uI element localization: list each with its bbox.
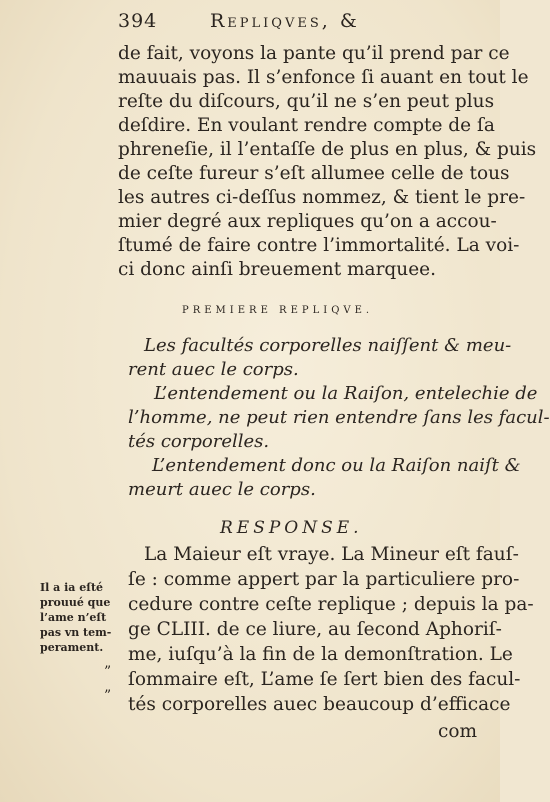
italic-line: tés corporelles.: [128, 431, 270, 452]
catchword: com: [438, 721, 478, 742]
response-heading: RESPONSE.: [220, 518, 363, 538]
text-line: deſdire. En voulant rendre compte de ſa: [118, 115, 495, 136]
text-line: tés corporelles auec beaucoup d’efficace: [128, 694, 511, 715]
margin-note-line: pas vn tem-: [40, 626, 112, 639]
margin-note-line: perament.: [40, 641, 104, 654]
italic-line: L’entendement donc ou la Raiſon naiſt &: [152, 455, 521, 476]
italic-line: rent auec le corps.: [128, 359, 299, 380]
margin-note-line: Il a ia eſté: [40, 581, 104, 594]
text-line: ci donc ainſi breuement marquee.: [118, 259, 436, 280]
text-line: ſtumé de faire contre l’immortalité. La voi-: [118, 235, 520, 256]
running-title: Repliqves, &: [210, 10, 360, 32]
text-line: cedure contre ceſte replique ; depuis la pa-: [128, 594, 534, 615]
text-line: reſte du diſcours, qu’il ne s’en peut plus: [118, 91, 495, 112]
text-line: ſe : comme appert par la particuliere pro-: [128, 569, 520, 590]
text-line: de ceſte fureur s’eſt allumee celle de tous: [118, 163, 510, 184]
quotation-mark: ”: [104, 688, 112, 704]
margin-note-line: prouué que: [40, 596, 111, 609]
italic-line: meurt auec le corps.: [128, 479, 316, 500]
text-line: ge CLIII. de ce liure, au ſecond Aphoriſ-: [128, 619, 502, 640]
italic-line: l’homme, ne peut rien entendre ſans les facul-: [128, 407, 550, 428]
page-number: 394: [118, 10, 158, 32]
text-line: La Maieur eſt vraye. La Mineur eſt fauſ-: [144, 544, 519, 565]
text-line: mier degré aux repliques qu’on a accou-: [118, 211, 497, 232]
text-line: me, iuſqu’à la fin de la demonſtration. Le: [128, 644, 513, 665]
quotation-mark: ”: [104, 664, 112, 680]
margin-note-line: l’ame n’eſt: [40, 611, 107, 624]
italic-line: L’entendement ou la Raiſon, entelechie de: [154, 383, 538, 404]
text-line: mauuais pas. Il s’enfonce ſi auant en tout le: [118, 67, 529, 88]
section-heading: PREMIERE REPLIQVE.: [182, 305, 374, 316]
text-line: les autres ci-deſſus nommez, & tient le pre-: [118, 187, 526, 208]
margin-note: [40, 580, 122, 655]
page-header: [118, 10, 418, 34]
text-line: phreneſie, il l’entaſſe de plus en plus, & puis: [118, 139, 537, 160]
italic-line: Les facultés corporelles naiſſent & meu-: [144, 335, 512, 356]
text-line: de fait, voyons la pante qu’il prend par ce: [118, 43, 510, 64]
text-line: ſommaire eſt, L’ame ſe ſert bien des facul-: [128, 669, 521, 690]
